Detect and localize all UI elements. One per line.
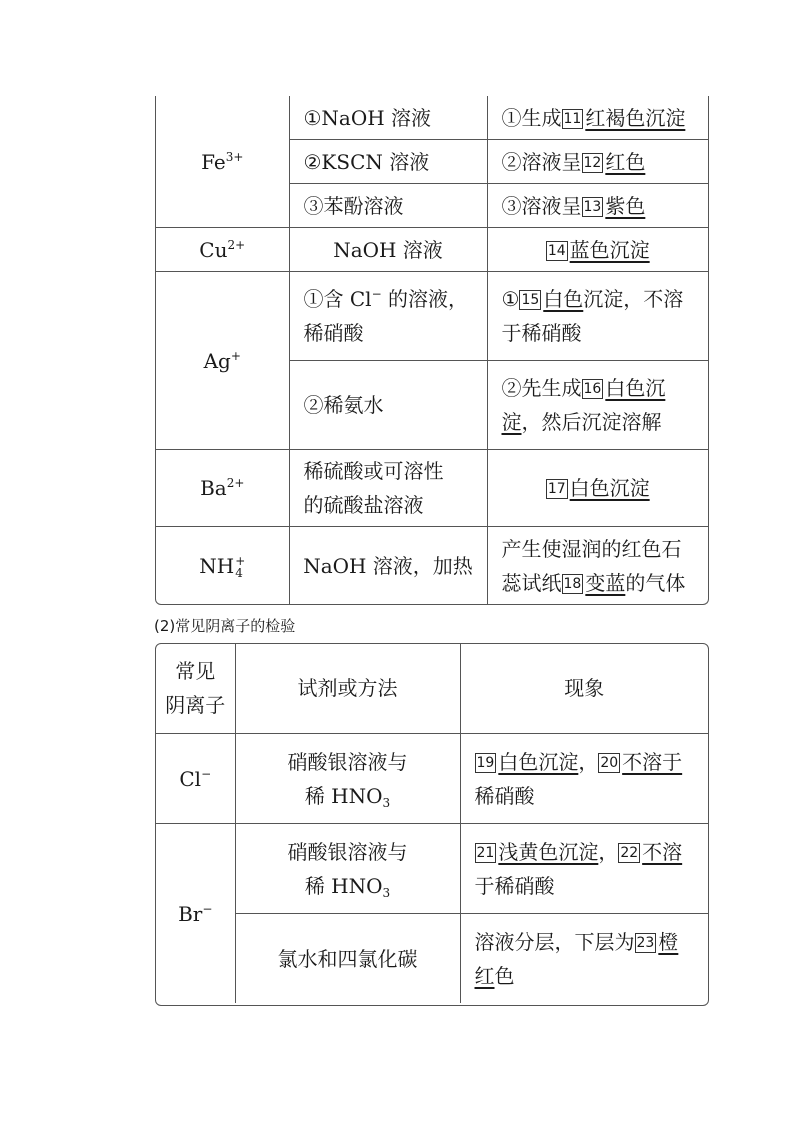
ion-fe-charge: 3+ [225,149,244,164]
section-title: (2)常见阴离子的检验 [154,617,296,635]
answer-text: 浅黄色沉淀 [498,839,599,864]
reagent-cell [289,96,487,140]
answer-text: 红色 [605,149,646,174]
phenomenon-cell [487,272,708,361]
ion-ag: Ag [203,348,231,373]
phenomenon-cell [487,361,708,450]
reagent-text: ②KSCN 溶液 [303,149,430,174]
ion-cu-charge: 2+ [227,237,246,252]
phenomenon-text: ， [598,839,619,864]
reagent-cell [235,734,460,824]
header-text: 常见 [175,659,216,683]
answer-text: 橙 [658,929,679,954]
ion-cell-nh4 [156,527,289,605]
ion-cl: Cl [179,766,202,791]
blank-number-badge: 21 [476,844,495,861]
reagent-cell [289,272,487,361]
ion-nh4-subscript: 4 [235,566,243,580]
answer-text: 白色 [543,287,584,311]
phenomenon-text: ②先生成 [501,376,582,400]
reagent-text: ②稀氨水 [303,393,384,417]
reagent-cell [289,228,487,272]
reagent-text: 稀硫酸或可溶性 [303,459,444,483]
blank-number-badge: 22 [620,844,639,861]
blank-number-badge: 16 [583,381,602,397]
reagent-text: 稀硝酸 [303,321,364,345]
blank-number-badge: 12 [583,154,602,171]
reagent-text: NaOH 溶液 [333,237,443,262]
answer-text: 白色沉淀 [569,476,650,500]
phenomenon-text: 蕊试纸 [501,570,562,595]
answer-text: 变蓝 [585,570,626,595]
reagent-text: 的溶液， [381,287,468,311]
answer-text: 不溶于 [622,749,683,774]
ion-br-charge: − [202,901,213,916]
header-text: 阴离子 [165,693,226,717]
phenomenon-cell [487,184,708,228]
phenomenon-text: ②溶液呈 [501,149,582,174]
reagent-cell [235,914,460,1004]
phenomenon-text: 产生使湿润的红色石 [501,536,682,561]
reagent-subscript: 3 [382,885,391,900]
reagent-text: ①NaOH 溶液 [303,105,432,130]
answer-text: 淀 [501,410,522,434]
reagent-text: ①含 Cl [303,287,372,311]
phenomenon-cell [487,140,708,184]
ion-cell-fe [156,96,289,228]
ion-ag-charge: + [230,348,241,363]
blank-number-badge: 14 [547,242,566,259]
answer-text: 紫色 [605,193,646,218]
reagent-text: NaOH 溶液，加热 [303,553,473,578]
reagent-cell [235,824,460,914]
ion-nh4: NH [199,553,235,578]
answer-text: 白色沉 [605,376,666,400]
ion-cell-cl [156,734,235,824]
ion-cell-ag [156,272,289,450]
phenomenon-cell [460,824,708,914]
phenomenon-text: ① [501,287,520,311]
phenomenon-cell [487,527,708,605]
phenomenon-text: ①生成 [501,105,562,130]
phenomenon-text: 沉淀，不溶 [583,287,684,311]
reagent-text: 稀 HNO [304,783,383,808]
phenomenon-text: 溶液分层，下层为 [474,929,635,954]
blank-number-badge: 15 [521,292,540,308]
answer-text: 不溶 [642,839,683,864]
blank-number-badge: 17 [547,481,566,497]
header-text: 现象 [564,676,605,700]
reagent-text: 稀 HNO [304,873,383,898]
anion-test-table [156,643,708,1003]
reagent-cell [289,450,487,527]
ion-cu: Cu [199,237,228,262]
ion-br: Br [178,901,203,926]
phenomenon-cell [487,96,708,140]
answer-text: 白色沉淀 [498,749,579,774]
header-phenomenon [460,643,708,734]
reagent-subscript: 3 [382,795,391,810]
phenomenon-cell [487,450,708,527]
blank-number-badge: 19 [476,754,495,771]
ion-cell-br [156,824,235,1004]
phenomenon-cell [460,734,708,824]
blank-number-badge: 11 [563,110,582,127]
ion-fe: Fe [201,149,226,174]
ion-cell-cu [156,228,289,272]
phenomenon-text: 稀硝酸 [474,783,535,808]
reagent-text: 的硫酸盐溶液 [303,493,424,517]
phenomenon-text: ③溶液呈 [501,193,582,218]
phenomenon-text: ，然后沉淀溶解 [521,410,662,434]
blank-number-badge: 18 [563,575,582,592]
phenomenon-text: 于稀硝酸 [474,873,555,898]
ion-cl-charge: − [201,766,212,781]
phenomenon-text: 色 [494,963,515,988]
reagent-cell [289,527,487,605]
ion-cell-ba [156,450,289,527]
phenomenon-text: 的气体 [625,570,686,595]
reagent-cell [289,140,487,184]
phenomenon-text: ， [578,749,599,774]
phenomenon-cell [460,914,708,1004]
reagent-cell [289,361,487,450]
reagent-text: ③苯酚溶液 [303,193,404,218]
ion-nh4-charge: + [235,554,246,568]
blank-number-badge: 13 [583,198,602,215]
header-ion [156,643,235,734]
blank-number-badge: 23 [636,934,655,951]
chloride-charge: − [371,287,382,301]
reagent-text: 硝酸银溶液与 [287,839,408,864]
phenomenon-text: 于稀硝酸 [501,321,582,345]
reagent-text: 氯水和四氯化碳 [277,946,418,971]
reagent-text: 硝酸银溶液与 [287,749,408,774]
header-reagent [235,643,460,734]
answer-text: 红褐色沉淀 [585,105,686,130]
ion-ba: Ba [200,476,227,500]
blank-number-badge: 20 [600,754,619,771]
ion-ba-charge: 2+ [226,476,245,490]
header-text: 试剂或方法 [297,676,398,700]
phenomenon-cell [487,228,708,272]
answer-text: 红 [474,963,495,988]
cation-test-table [156,96,708,604]
answer-text: 蓝色沉淀 [569,237,650,262]
reagent-cell [289,184,487,228]
